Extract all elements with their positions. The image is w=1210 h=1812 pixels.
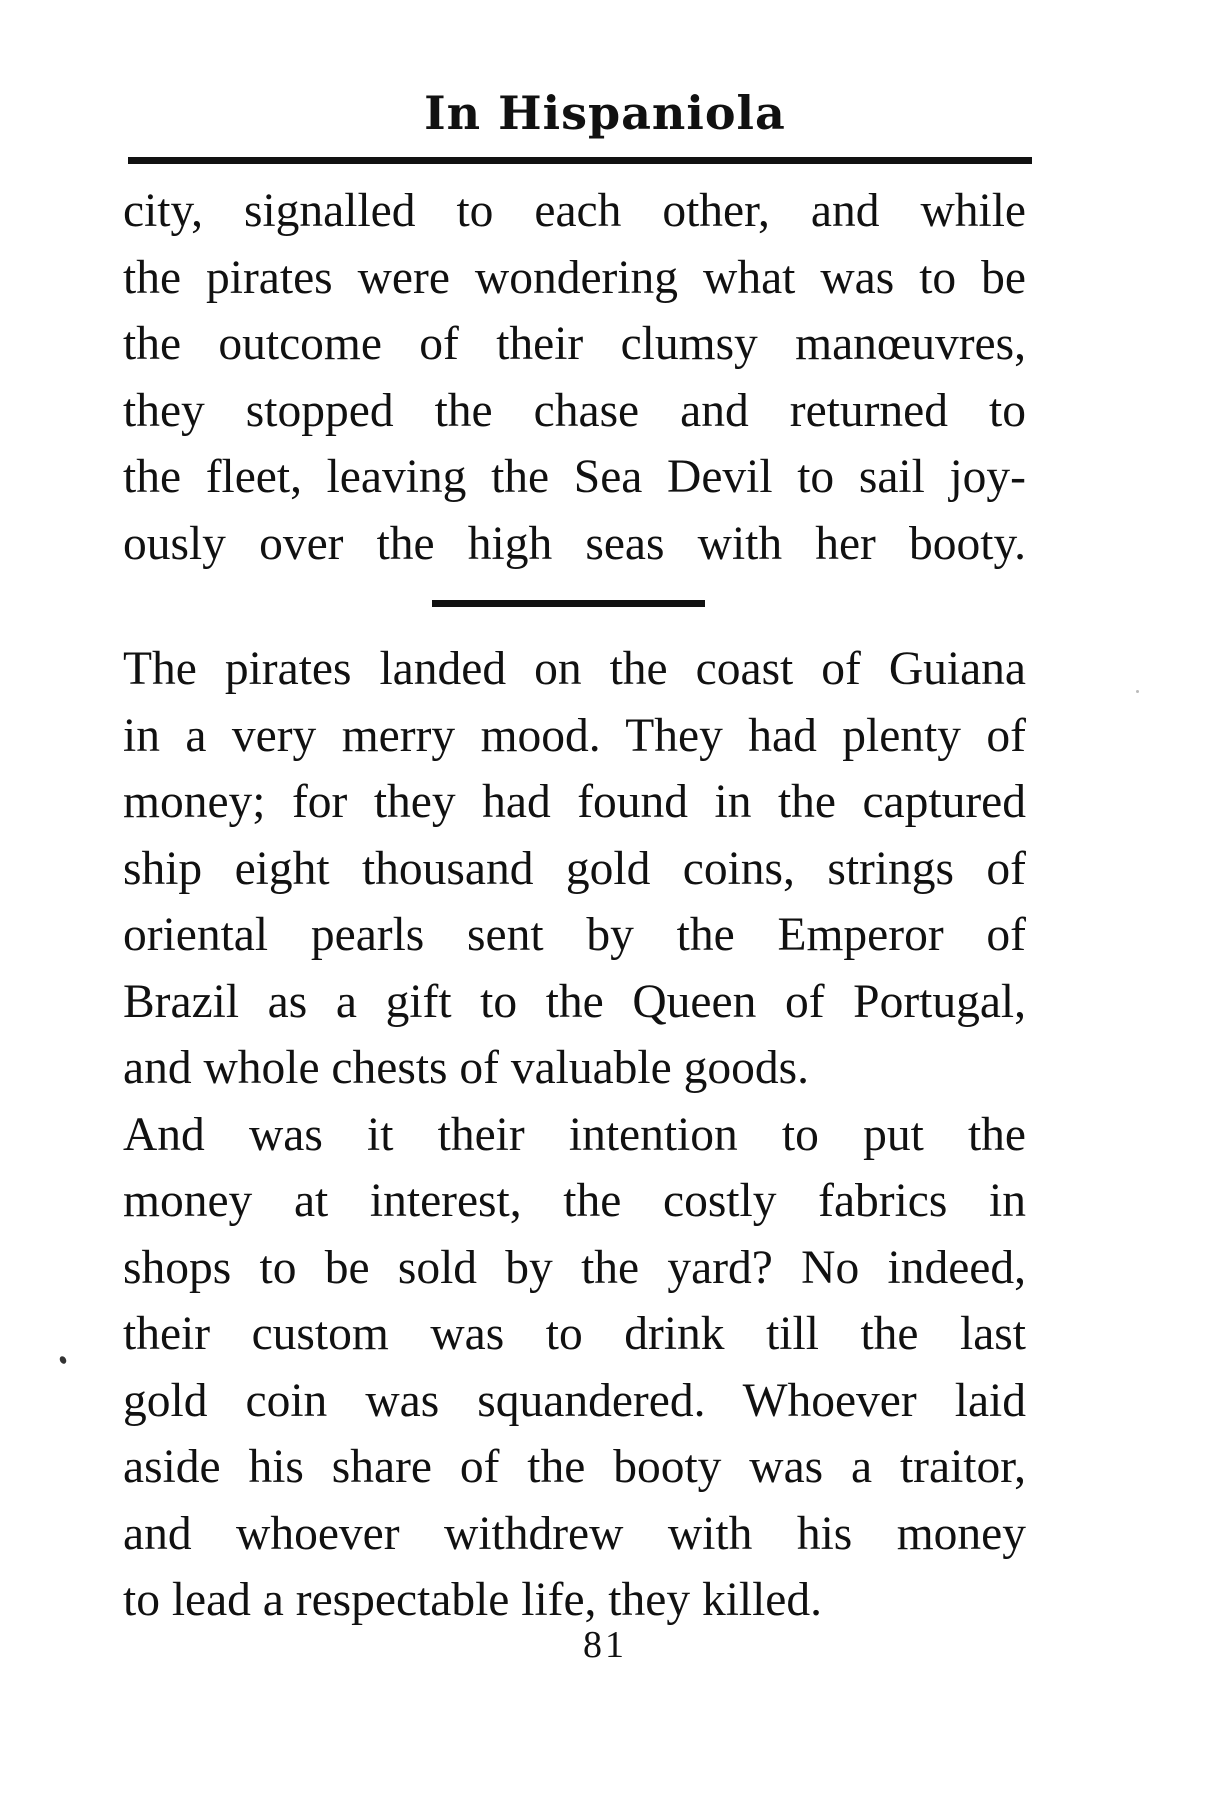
header-rule [128,157,1032,164]
paragraph-2 [123,636,1026,1634]
text-line: money; for they had found in the captured [123,776,1026,828]
text-line: in a very merry mood. They had plenty of [123,709,1026,762]
text-line: ship eight thousand gold coins, strings of [123,842,1026,895]
text-line: the fleet, leaving the Sea Devil to sail joy- [123,451,1026,503]
page-number: 81 [583,1624,627,1666]
text-line: shops to be sold by the yard? No indeed, [123,1241,1026,1294]
text-line: gold coin was squandered. Whoever laid [123,1374,1026,1427]
ink-speck [58,1355,67,1365]
text-line: the outcome of their clumsy manœuvres, [123,318,1026,370]
text-line: And was it their intention to put the [123,1108,1026,1161]
text-line: their custom was to drink till the last [123,1308,1026,1360]
text-line: and whoever withdrew with his money [123,1507,1026,1560]
running-head: In Hispaniola [424,86,786,140]
text-line: oriental pearls sent by the Emperor of [123,909,1026,961]
text-line: ously over the high seas with her booty. [123,517,1026,570]
section-divider [432,600,705,607]
text-line: to lead a respectable life, they killed. [123,1574,823,1626]
text-line: money at interest, the costly fabrics in [123,1175,1026,1227]
text-line: Brazil as a gift to the Queen of Portugal, [123,975,1026,1028]
text-line: aside his share of the booty was a traitor, [123,1441,1026,1493]
ink-speck [1136,690,1139,693]
text-line: The pirates landed on the coast of Guiana [123,643,1026,695]
text-line: the pirates were wondering what was to be [123,251,1026,304]
text-line: and whole chests of valuable goods. [123,1042,809,1094]
paragraph-1 [123,178,1026,577]
text-line: city, signalled to each other, and while [123,185,1026,237]
text-line: they stopped the chase and returned to [123,384,1026,437]
